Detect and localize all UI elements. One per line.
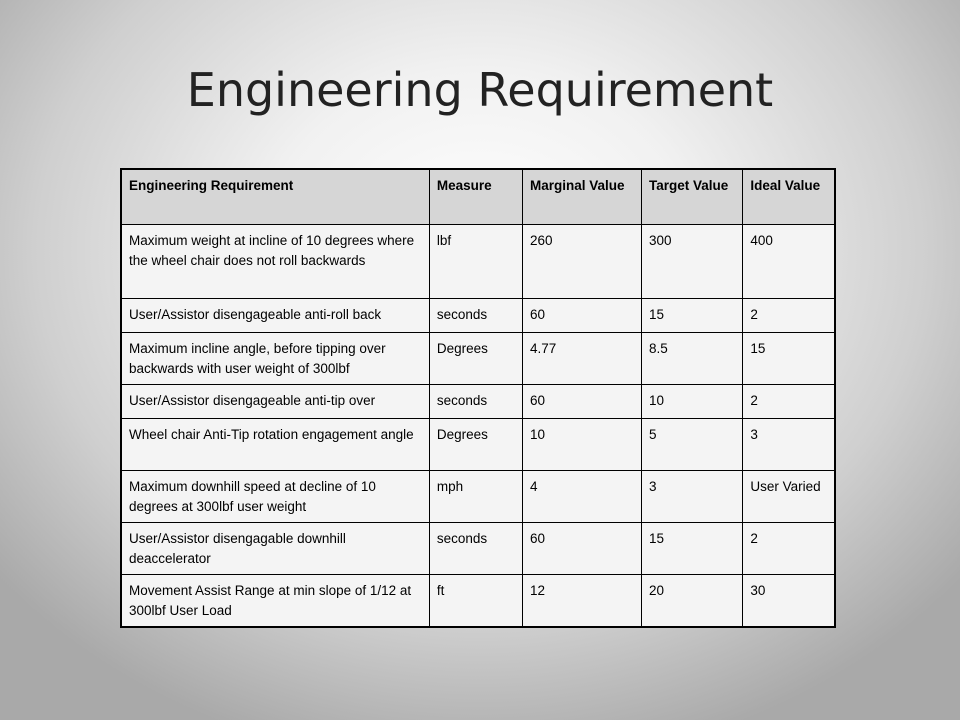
cell-marginal: 4.77 [522, 333, 641, 385]
slide-title: Engineering Requirement [186, 63, 774, 117]
header-measure: Measure [429, 169, 522, 225]
cell-measure: lbf [429, 225, 522, 299]
cell-marginal: 4 [522, 471, 641, 523]
cell-target: 5 [641, 419, 742, 471]
cell-requirement: User/Assistor disengagable downhill deaccelerator [121, 523, 429, 575]
header-marginal-value: Marginal Value [522, 169, 641, 225]
cell-requirement: Movement Assist Range at min slope of 1/12 at 300lbf User Load [121, 575, 429, 627]
cell-measure: seconds [429, 523, 522, 575]
cell-marginal: 60 [522, 299, 641, 333]
cell-target: 15 [641, 523, 742, 575]
cell-measure: seconds [429, 299, 522, 333]
table-row [121, 333, 835, 385]
cell-marginal: 60 [522, 523, 641, 575]
cell-requirement: User/Assistor disengageable anti-tip over [121, 385, 429, 419]
header-ideal-value: Ideal Value [743, 169, 835, 225]
table-row [121, 471, 835, 523]
cell-target: 15 [641, 299, 742, 333]
cell-marginal: 12 [522, 575, 641, 627]
table-row [121, 419, 835, 471]
cell-measure: seconds [429, 385, 522, 419]
requirements-table [120, 168, 836, 628]
table-row [121, 523, 835, 575]
cell-requirement: Maximum weight at incline of 10 degrees where the wheel chair does not roll backwards [121, 225, 429, 299]
cell-ideal: User Varied [743, 471, 835, 523]
cell-ideal: 2 [743, 299, 835, 333]
table-row [121, 299, 835, 333]
cell-ideal: 15 [743, 333, 835, 385]
header-target-value: Target Value [641, 169, 742, 225]
cell-requirement: Maximum downhill speed at decline of 10 degrees at 300lbf user weight [121, 471, 429, 523]
header-engineering-requirement: Engineering Requirement [121, 169, 429, 225]
cell-ideal: 400 [743, 225, 835, 299]
cell-measure: mph [429, 471, 522, 523]
cell-requirement: Wheel chair Anti-Tip rotation engagement angle [121, 419, 429, 471]
cell-ideal: 2 [743, 385, 835, 419]
cell-target: 10 [641, 385, 742, 419]
cell-ideal: 3 [743, 419, 835, 471]
cell-target: 3 [641, 471, 742, 523]
cell-target: 8.5 [641, 333, 742, 385]
table-row [121, 225, 835, 299]
cell-marginal: 60 [522, 385, 641, 419]
cell-requirement: Maximum incline angle, before tipping over backwards with user weight of 300lbf [121, 333, 429, 385]
cell-ideal: 2 [743, 523, 835, 575]
table-row [121, 575, 835, 627]
cell-measure: ft [429, 575, 522, 627]
cell-marginal: 260 [522, 225, 641, 299]
table-header-row [121, 169, 835, 225]
cell-measure: Degrees [429, 419, 522, 471]
cell-marginal: 10 [522, 419, 641, 471]
cell-target: 20 [641, 575, 742, 627]
cell-requirement: User/Assistor disengageable anti-roll back [121, 299, 429, 333]
table-row [121, 385, 835, 419]
requirements-table-container [120, 168, 840, 640]
cell-ideal: 30 [743, 575, 835, 627]
cell-target: 300 [641, 225, 742, 299]
cell-measure: Degrees [429, 333, 522, 385]
